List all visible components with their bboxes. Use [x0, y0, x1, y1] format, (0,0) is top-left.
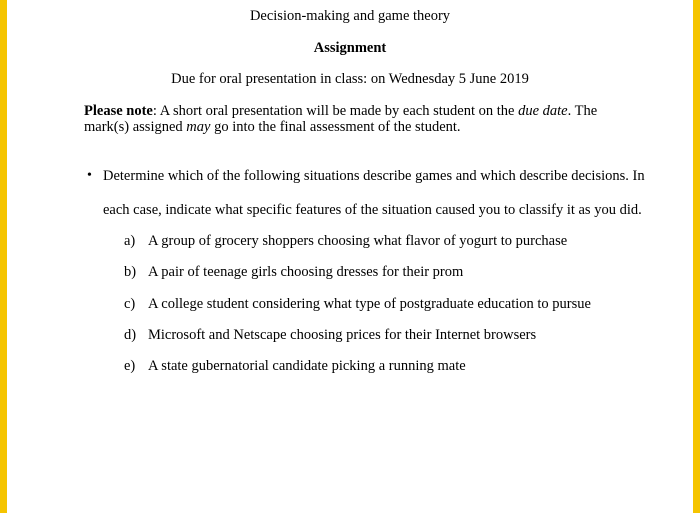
item-text: A college student considering what type of postgraduate education to pursue — [148, 295, 591, 312]
item-letter: b) — [124, 264, 137, 281]
note-text-1: : A short oral presentation will be made by each student on the — [152, 103, 519, 119]
list-item — [124, 263, 644, 294]
item-text: Microsoft and Netscape choosing prices for their Internet browsers — [148, 326, 537, 343]
document-page — [7, 0, 693, 513]
note-emphasis-may: may — [186, 119, 211, 135]
note-text-3: go into the final assessment of the student. — [210, 119, 461, 135]
list-item — [124, 232, 644, 263]
item-letter: a) — [124, 233, 136, 249]
due-date-line: Due for oral presentation in class: on Wednesday 5 June 2019 — [171, 71, 529, 87]
note-label: Please note — [84, 103, 153, 119]
note-emphasis-due-date: due date — [518, 103, 568, 119]
item-letter: c) — [124, 295, 136, 312]
left-yellow-border — [0, 0, 7, 513]
please-note-paragraph — [84, 103, 644, 135]
list-item — [124, 295, 644, 326]
item-text: A group of grocery shoppers choosing what flavor of yogurt to purchase — [148, 233, 568, 249]
list-item — [124, 357, 644, 388]
right-yellow-border — [693, 0, 700, 513]
item-text: A state gubernatorial candidate picking a running mate — [148, 358, 466, 375]
item-letter: e) — [124, 358, 136, 375]
item-text: A pair of teenage girls choosing dresses for their prom — [148, 264, 464, 281]
document-title: Decision-making and game theory — [249, 8, 451, 24]
situation-list — [124, 232, 644, 388]
note-text-2: . The mark(s) assigned — [84, 103, 598, 135]
assignment-heading: Assignment — [313, 40, 387, 56]
bullet-marker: • — [87, 168, 92, 183]
item-letter: d) — [124, 326, 137, 343]
list-item — [124, 326, 644, 357]
bullet-text: Determine which of the following situations describe games and which describe decisions. In each case, indicate what specific features of the situation caused you to classify it as you did. — [103, 168, 645, 218]
bullet-instruction — [84, 168, 664, 227]
